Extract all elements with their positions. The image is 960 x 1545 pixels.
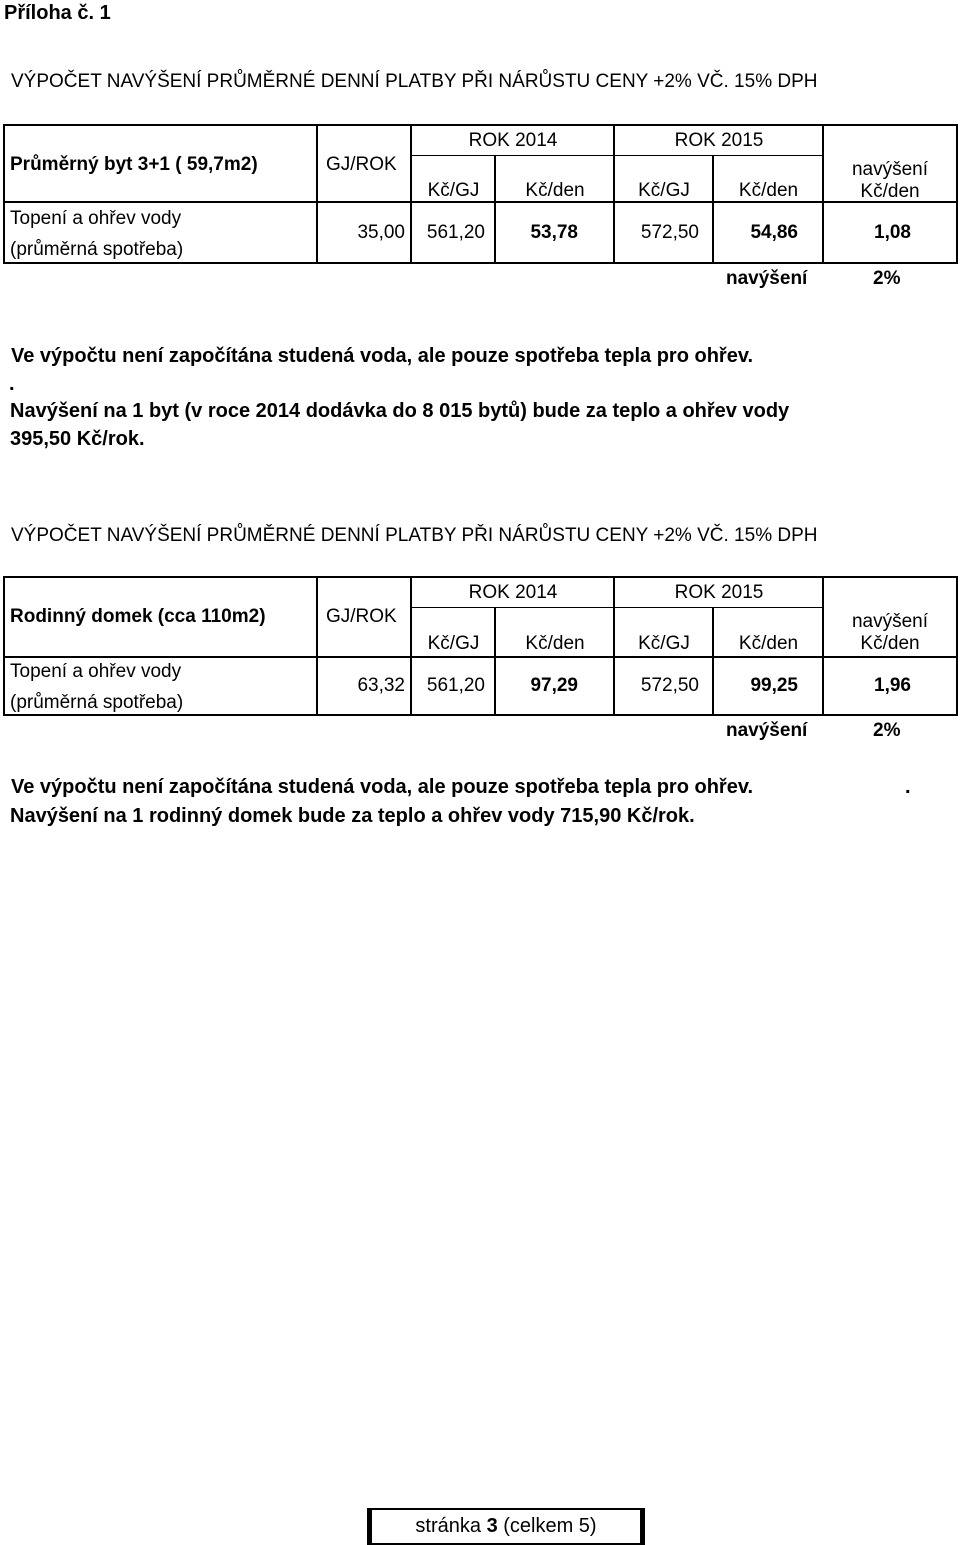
row-title: Rodinný domek (cca 110m2)	[10, 606, 266, 627]
table-divider	[411, 607, 823, 608]
increase-header: navýšení	[851, 159, 929, 180]
section1-heading: VÝPOČET NAVÝŠENÍ PRŮMĚRNÉ DENNÍ PLATBY PŘI NÁRŮSTU CENY +2% VČ. 15% DPH	[11, 71, 818, 92]
value-kc-gj-2014: 561,20	[426, 675, 485, 696]
increase-unit-header: Kč/den	[860, 181, 920, 202]
section2-heading: VÝPOČET NAVÝŠENÍ PRŮMĚRNÉ DENNÍ PLATBY PŘI NÁRŮSTU CENY +2% VČ. 15% DPH	[11, 525, 818, 546]
col-kc-den-2015: Kč/den	[738, 633, 799, 654]
year-2015-header: ROK 2015	[674, 130, 764, 151]
col-kc-den-2014: Kč/den	[525, 180, 585, 201]
note-line: Ve výpočtu není započítána studená voda, ale pouze spotřeba tepla pro ohřev.	[11, 776, 754, 798]
value-kc-gj-2015: 572,50	[640, 675, 699, 696]
page-number: 3	[486, 1515, 498, 1537]
table-divider	[494, 155, 496, 264]
summary-value: 2%	[873, 268, 901, 289]
row-label-sub: (průměrná spotřeba)	[10, 692, 184, 713]
value-increase: 1,08	[874, 222, 911, 243]
col-kc-den-2014: Kč/den	[525, 633, 585, 654]
gj-header: GJ/ROK	[326, 154, 397, 175]
value-kc-den-2015: 54,86	[750, 222, 798, 243]
note-line: Ve výpočtu není započítána studená voda, ale pouze spotřeba tepla pro ohřev.	[11, 345, 754, 367]
col-kc-den-2015: Kč/den	[738, 180, 799, 201]
note-dot: .	[905, 776, 911, 798]
summary-value: 2%	[873, 720, 901, 741]
row-label-sub: (průměrná spotřeba)	[10, 239, 184, 260]
row-label: Topení a ohřev vody	[10, 208, 182, 229]
table-divider	[712, 607, 714, 716]
col-kc-gj-2015: Kč/GJ	[638, 633, 690, 654]
note-dot: .	[9, 373, 15, 395]
value-kc-gj-2014: 561,20	[426, 222, 485, 243]
note-line: Navýšení na 1 byt (v roce 2014 dodávka do 8 015 bytů) bude za teplo a ohřev vody	[10, 400, 790, 422]
note-line: 395,50 Kč/rok.	[10, 428, 145, 450]
attachment-title: Příloha č. 1	[4, 2, 111, 24]
value-kc-den-2014: 53,78	[530, 222, 578, 243]
value-kc-den-2015: 99,25	[750, 675, 798, 696]
page-indicator-suffix: (celkem 5)	[497, 1515, 597, 1537]
value-increase: 1,96	[874, 675, 911, 696]
year-2015-header: ROK 2015	[674, 582, 764, 603]
table-divider	[494, 607, 496, 716]
value-kc-den-2014: 97,29	[530, 675, 578, 696]
increase-unit-header: Kč/den	[860, 633, 920, 654]
value-kc-gj-2015: 572,50	[640, 222, 699, 243]
gj-header: GJ/ROK	[326, 606, 397, 627]
increase-header: navýšení	[851, 611, 929, 632]
note-line: Navýšení na 1 rodinný domek bude za teplo a ohřev vody 715,90 Kč/rok.	[10, 805, 695, 827]
value-gj: 63,32	[357, 675, 405, 696]
year-2014-header: ROK 2014	[468, 130, 558, 151]
table-divider	[411, 155, 823, 156]
col-kc-gj-2014: Kč/GJ	[427, 633, 480, 654]
row-title: Průměrný byt 3+1 ( 59,7m2)	[10, 154, 258, 175]
year-2014-header: ROK 2014	[468, 582, 558, 603]
page-indicator	[367, 1508, 645, 1545]
col-kc-gj-2015: Kč/GJ	[638, 180, 690, 201]
table-divider	[3, 656, 958, 658]
col-kc-gj-2014: Kč/GJ	[427, 180, 480, 201]
summary-label: navýšení	[726, 720, 808, 741]
value-gj: 35,00	[357, 222, 405, 243]
row-label: Topení a ohřev vody	[10, 661, 182, 682]
table-divider	[712, 155, 714, 264]
page-indicator-prefix: stránka	[415, 1515, 487, 1537]
summary-label: navýšení	[726, 268, 808, 289]
